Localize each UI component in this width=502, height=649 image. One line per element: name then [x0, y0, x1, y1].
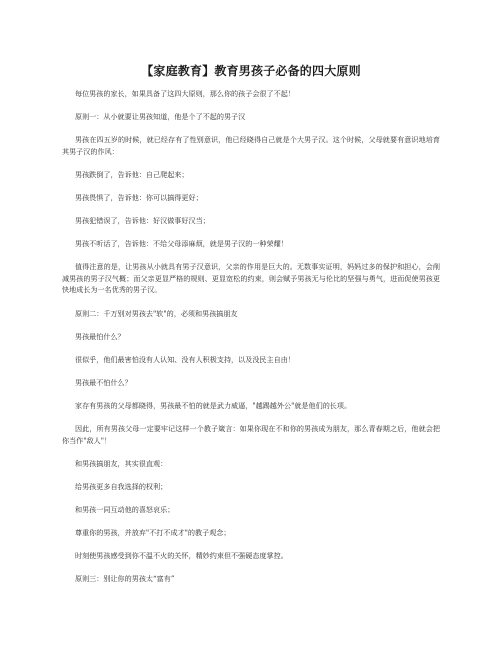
- paragraph: 男孩在四五岁的时候，就已经存有了性别意识，他已经晓得自己就是个大男子汉。这个时候，父母就要有意识地培育其男子汉的作风：: [62, 135, 440, 156]
- paragraph: 尊重你的男孩，并放弃"不打不成才"的教子观念；: [75, 527, 231, 537]
- paragraph: 很似乎，他们最害怕没有人认知、没有人积极支持，以及没民主自由！: [75, 354, 295, 364]
- document-body: [62, 88, 440, 596]
- paragraph: 男孩不听话了，告诉他：不给父母添麻烦，就是男子汉的一种荣耀！: [75, 239, 288, 249]
- paragraph: 家存有男孩的父母都晓得，男孩最不怕的就是武力威逼，"越踢越外公"就是他们的长项。: [75, 400, 352, 410]
- paragraph: 和男孩搞朋友，其实很直观：: [75, 458, 168, 468]
- document-title: 【家庭教育】教育男孩子必备的四大原则: [141, 64, 361, 78]
- paragraph: 男孩畏惧了，告诉他：你可以搞得更好；: [75, 192, 203, 202]
- intro-paragraph: 每位男孩的家长，如果具备了这四大原则，那么你的孩子会很了不起！: [75, 89, 295, 98]
- paragraph: 给男孩更多自我选择的权利；: [75, 481, 168, 491]
- paragraph: 和男孩一同互动他的喜怒哀乐；: [75, 504, 175, 514]
- paragraph: 男孩犯错误了，告诉他：好汉做事好汉当；: [75, 216, 210, 226]
- paragraph: 男孩最不怕什么？: [75, 377, 132, 387]
- paragraph: 男孩最怕什么？: [75, 331, 125, 341]
- principle-3-heading: 原则三：别让你的男孩太“富有”: [75, 574, 175, 584]
- principle-2-heading: 原则二：千万别对男孩去"软"的，必须和男孩搞朋友: [75, 308, 238, 318]
- paragraph: 值得注意的是，让男孩从小就具有男子汉意识，父亲的作用是巨大的。无数事实证明，妈妈过多的保护和担心，会削减男孩的男子汉气概；而父亲更显严格的规则、更显宽松的约束，则会赋予男孩无与伦比的坚强与勇气，进而促使男孩更快地成长为一名优秀的男子汉。: [62, 262, 440, 295]
- paragraph: 因此，所有男孩父母一定要牢记这样一个教子箴言：如果你现在不和你的男孩成为朋友，那么青春期之后，他就会把你当作"敌人"！: [62, 424, 440, 445]
- paragraph: 男孩跌倒了，告诉他：自己爬起来；: [75, 169, 189, 179]
- paragraph: 时刻使男孩感受到你不温不火的关怀，精妙约束但不强硬态度掌控。: [75, 551, 288, 561]
- principle-1-heading: 原则一：从小就要让男孩知道，他是个了不起的男子汉: [75, 112, 246, 122]
